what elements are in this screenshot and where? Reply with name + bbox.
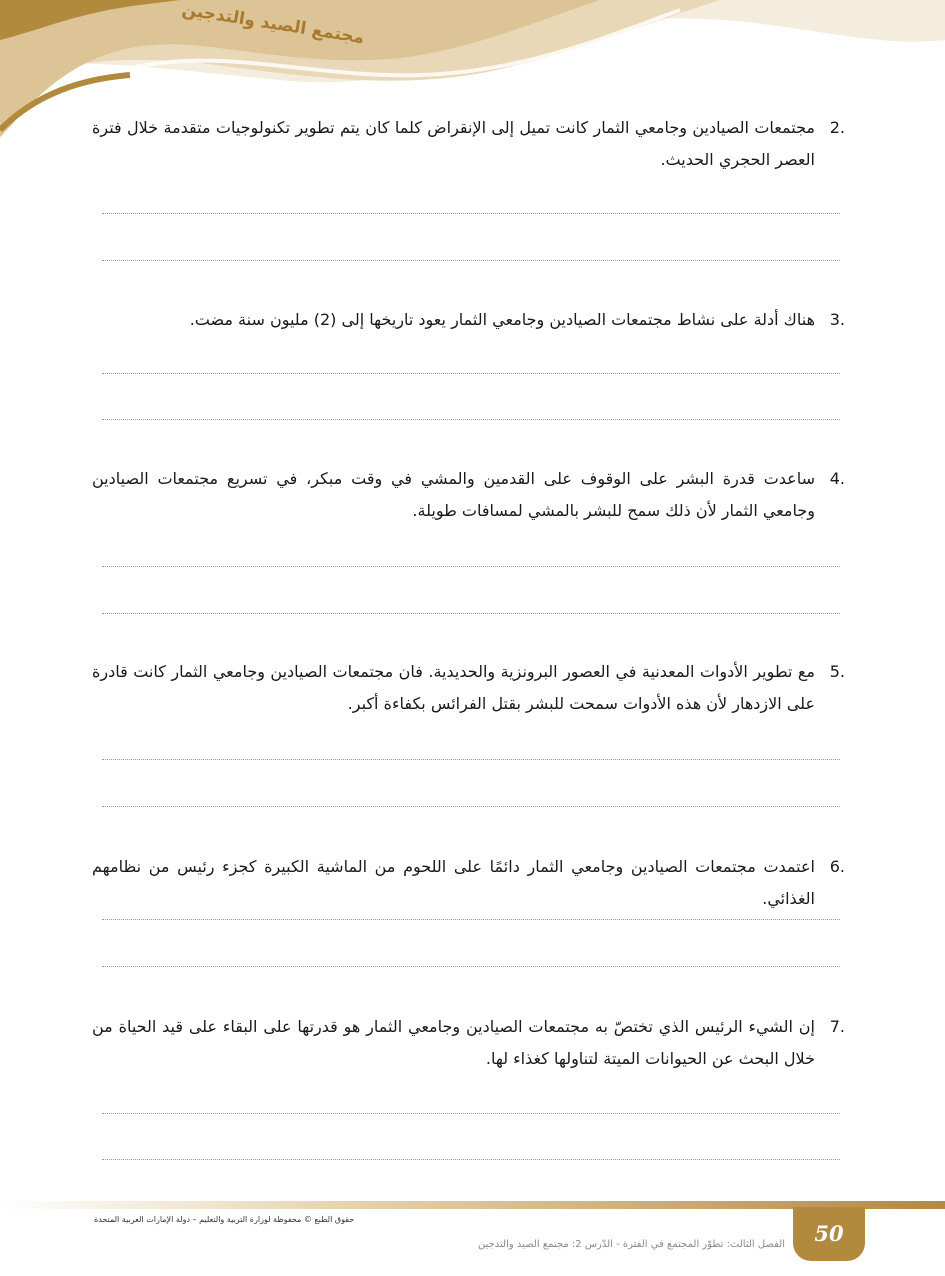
answer-line[interactable] (102, 373, 840, 374)
question-5 (92, 656, 845, 720)
answer-line[interactable] (102, 419, 840, 420)
answer-line[interactable] (102, 919, 840, 920)
question-number: 7. (829, 1017, 845, 1036)
answer-line[interactable] (102, 759, 840, 760)
copyright-notice: حقوق الطبع © محفوظة لوزارة التربية والتعليم – دولة الإمارات العربية المتحدة (94, 1215, 355, 1224)
question-text: مجتمعات الصيادين وجامعي الثمار كانت تميل إلى الإنقراض كلما كان يتم تطوير تكنولوجيات متقدمة خلال فترة العصر الحجري الحديث. (92, 118, 815, 169)
question-text: هناك أدلة على نشاط مجتمعات الصيادين وجامعي الثمار يعود تاريخها إلى (2) مليون سنة مضت. (189, 310, 815, 329)
question-number: 5. (829, 662, 845, 681)
answer-line[interactable] (102, 260, 840, 261)
question-7 (92, 1011, 845, 1075)
answer-line[interactable] (102, 213, 840, 214)
answer-line[interactable] (102, 1159, 840, 1160)
question-number: 4. (829, 469, 845, 488)
answer-line[interactable] (102, 613, 840, 614)
answer-line[interactable] (102, 806, 840, 807)
question-text: ساعدت قدرة البشر على الوقوف على القدمين والمشي في وقت مبكر، في تسريع مجتمعات الصيادين وجامعي الثمار لأن ذلك سمح للبشر بالمشي لمسافات طويلة. (92, 469, 815, 520)
chapter-lesson-footer: الفصل الثالث: تطوّر المجتمع في الفترة - الدّرس 2: مجتمع الصيد والتدجين (477, 1239, 785, 1250)
answer-line[interactable] (102, 1113, 840, 1114)
question-number: 2. (829, 118, 845, 137)
question-3 (92, 304, 845, 336)
question-number: 6. (829, 857, 845, 876)
question-text: اعتمدت مجتمعات الصيادين وجامعي الثمار دائمًا على اللحوم من الماشية الكبيرة كجزء رئيس من نظامهم الغذائي. (92, 857, 815, 908)
question-text: إن الشيء الرئيس الذي تختصّ به مجتمعات الصيادين وجامعي الثمار هو قدرتها على البقاء على قيد الحياة من خلال البحث عن الحيوانات الميتة لتناولها كغذاء لها. (92, 1017, 815, 1068)
answer-line[interactable] (102, 966, 840, 967)
unit-title: مجتمع الصيد والتدجين (180, 0, 366, 49)
question-2 (92, 112, 845, 176)
question-6 (92, 851, 845, 915)
question-text: مع تطوير الأدوات المعدنية في العصور البرونزية والحديدية. فان مجتمعات الصيادين وجامعي الثمار كانت قادرة على الازدهار لأن هذه الأدوات سمحت للبشر بقتل الفرائس بكفاءة أكبر. (92, 662, 815, 713)
question-4 (92, 463, 845, 527)
page-number: 50 (814, 1221, 844, 1246)
question-number: 3. (829, 310, 845, 329)
answer-line[interactable] (102, 566, 840, 567)
